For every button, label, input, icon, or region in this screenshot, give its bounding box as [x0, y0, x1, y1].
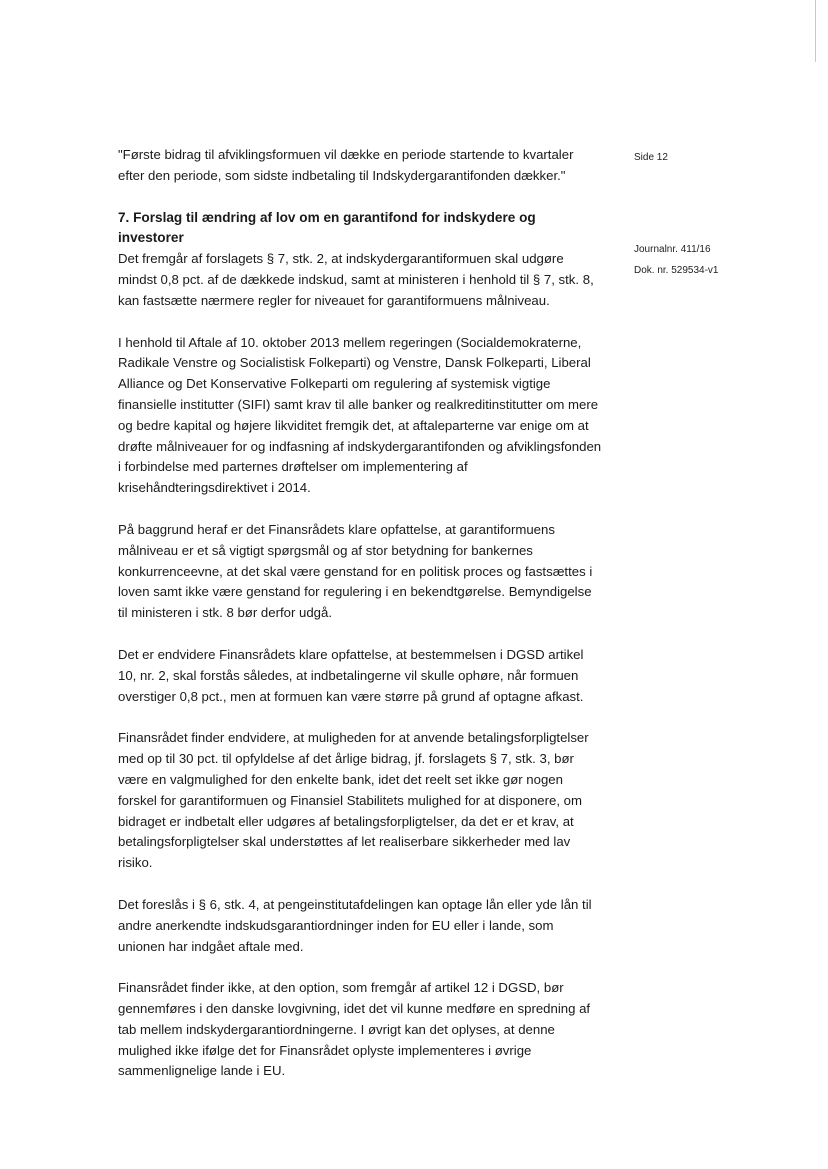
body-paragraph: På baggrund heraf er det Finansrådets klare opfattelse, at garantiformuens målniveau er et så vigtigt spørgsmål og af stor betydning for bankernes konkurrenceevne, at det skal være genstand for en politisk proces og fastsættes i loven samt ikke være genstand for regulering i en bekendtgørelse. Bemyndigelse til ministeren i stk. 8 bør derfor udgå.: [118, 521, 593, 621]
section-7: [118, 208, 602, 312]
body-paragraph: Det fremgår af forslagets § 7, stk. 2, at indskydergarantiformuen skal udgøre mindst 0,8 pct. af de dækkede indskud, samt at ministeren i henhold til § 7, stk. 8, kan fastsætte nærmere regler for niveauet for garantiformuens målniveau.: [118, 251, 594, 308]
body-paragraph: Det foreslås i § 6, stk. 4, at pengeinstitutafdelingen kan optage lån eller yde lån til andre anerkendte indskudsgarantiordninger inden for EU eller i lande, som unionen har indgået aftale med.: [118, 896, 592, 954]
body-paragraph: Finansrådet finder ikke, at den option, som fremgår af artikel 12 i DGSD, bør gennemføres i den danske lovgivning, idet det vil kunne medføre en spredning af tab mellem indskydergarantiordningerne. I øvrigt kan det oplyses, at denne mulighed ikke ifølge det for Finansrådet oplyste implementeres i øvrige sammenlignelige lande i EU.: [118, 980, 591, 1079]
page-number: Side 12: [634, 152, 668, 163]
page-edge-line: [815, 0, 816, 62]
section-heading: 7. Forslag til ændring af lov om en garantifond for indskydere og investorer: [118, 209, 536, 246]
body-paragraph: I henhold til Aftale af 10. oktober 2013 mellem regeringen (Socialdemokraterne, Radikale Venstre og Socialistisk Folkeparti) og Venstre, Dansk Folkeparti, Liberal Alliance og Det Konservative Folkeparti om regulering af systemisk vigtige finansielle institutter (SIFI) samt krav til alle banker og realkreditinstitutter om mere og bedre kapital og højere likviditet fremgik det, at aftaleparterne var enige om at drøfte målniveauer for og indfasning af indskydergarantifonden og afviklingsfonden i forbindelse med parternes drøftelser om implementering af krisehåndteringsdirektivet i 2014.: [118, 334, 602, 496]
sidebar-page-number: [634, 149, 784, 166]
sidebar-references: [634, 241, 784, 283]
body-paragraph: Det er endvidere Finansrådets klare opfattelse, at bestemmelsen i DGSD artikel 10, nr. 2, skal forstås således, at indbetalingerne vil skulle ophøre, når formuen overstiger 0,8 pct., men at formuen kan være større på grund af optagne afkast.: [118, 646, 584, 704]
journal-number: Journalnr. 411/16: [634, 244, 711, 255]
body-paragraph: Finansrådet finder endvidere, at muligheden for at anvende betalingsforpligtelser med op til 30 pct. til opfyldelse af det årlige bidrag, jf. forslagets § 7, stk. 3, bør være en valgmulighed for den enkelte bank, idet det reelt set ikke gør nogen forskel for garantiformuen og Finansiel Stabilitets mulighed for at disponere, om bidraget er indbetalt eller udgøres af betalingsforpligtelser, da det er et krav, at betalingsforpligtelser skal understøttes af let realiserbare sikkerheder med lav risiko.: [118, 730, 589, 871]
document-body: [118, 145, 602, 1103]
document-number: Dok. nr. 529534-v1: [634, 265, 719, 276]
quoted-paragraph: "Første bidrag til afviklingsformuen vil dække en periode startende to kvartaler efter den periode, som sidste indbetaling til Indskydergarantifonden dækker.": [118, 147, 574, 183]
